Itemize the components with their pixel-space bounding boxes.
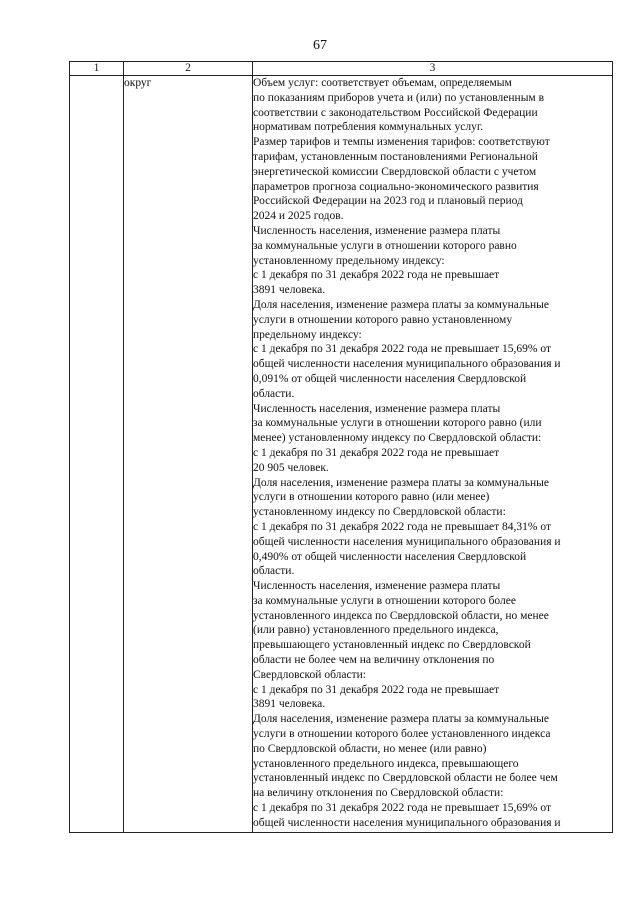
text-line: (или равно) установленного предельного индекса, xyxy=(253,624,499,637)
text-line: соответствии с законодательством Российской Федерации xyxy=(253,106,538,119)
text-line: Российской Федерации на 2023 год и плановый период xyxy=(253,195,523,208)
text-line: 20 905 человек. xyxy=(253,461,329,474)
text-line: Численность населения, изменение размера платы xyxy=(253,224,501,237)
text-line: по Свердловской области, но менее (или равно) xyxy=(253,742,487,755)
text-line: Свердловской области: xyxy=(253,668,366,681)
text-line: с 1 декабря по 31 декабря 2022 года не превышает xyxy=(253,683,500,696)
text-line: параметров прогноза социально-экономического развития xyxy=(253,180,539,193)
text-line: области не более чем на величину отклонения по xyxy=(253,654,495,667)
text-line: на величину отклонения по Свердловской области: xyxy=(253,787,504,800)
text-line: услуги в отношении которого равно (или менее) xyxy=(253,491,490,504)
text-line: общей численности населения муниципального образования и xyxy=(253,816,561,829)
text-line: 0,091% от общей численности населения Свердловской xyxy=(253,372,527,385)
text-line: установленному предельному индексу: xyxy=(253,254,445,267)
text-line: менее) установленному индексу по Свердловской области: xyxy=(253,432,542,445)
text-line: по показаниям приборов учета и (или) по установленным в xyxy=(253,91,545,104)
text-line: 3891 человека. xyxy=(253,284,326,297)
text-line: Доля населения, изменение размера платы за коммунальные xyxy=(253,713,549,726)
text-line: установленного индекса по Свердловской области, но менее xyxy=(253,609,549,622)
text-line: установленный индекс по Свердловской области не более чем xyxy=(253,772,558,785)
text-line: Объем услуг: соответствует объемам, определяемым xyxy=(253,77,512,89)
text-line: нормативам потребления коммунальных услуг. xyxy=(253,121,484,134)
cell-col-3-text xyxy=(253,76,612,831)
text-line: Доля населения, изменение размера платы за коммунальные xyxy=(253,476,549,489)
text-line: Численность населения, изменение размера платы xyxy=(253,580,501,593)
column-header-3: 3 xyxy=(253,62,613,76)
table-header-row xyxy=(70,62,613,76)
text-line: области. xyxy=(253,565,295,578)
text-line: области. xyxy=(253,387,295,400)
text-line: установленного предельного индекса, превышающего xyxy=(253,757,519,770)
text-line: энергетической комиссии Свердловской области с учетом xyxy=(253,165,537,178)
cell-col-1 xyxy=(70,76,124,833)
text-line: с 1 декабря по 31 декабря 2022 года не превышает 15,69% от xyxy=(253,343,552,356)
column-header-1: 1 xyxy=(70,62,124,76)
cell-col-2: округ xyxy=(124,76,253,833)
table-row xyxy=(70,76,613,833)
cell-col-3 xyxy=(253,76,613,833)
column-header-2: 2 xyxy=(124,62,253,76)
text-line: превышающего установленный индекс по Свердловской xyxy=(253,639,531,652)
text-line: 0,490% от общей численности населения Свердловской xyxy=(253,550,527,563)
text-line: за коммунальные услуги в отношении которого равно (или xyxy=(253,417,542,430)
text-line: 2024 и 2025 годов. xyxy=(253,210,344,223)
text-line: предельному индексу: xyxy=(253,328,362,341)
text-line: Доля населения, изменение размера платы за коммунальные xyxy=(253,298,549,311)
text-line: услуги в отношении которого более установленного индекса xyxy=(253,728,551,741)
text-line: Размер тарифов и темпы изменения тарифов: соответствуют xyxy=(253,136,550,149)
text-line: Численность населения, изменение размера платы xyxy=(253,402,501,415)
text-line: установленному индексу по Свердловской области: xyxy=(253,506,506,519)
text-line: общей численности населения муниципального образования и xyxy=(253,358,561,371)
text-line: с 1 декабря по 31 декабря 2022 года не превышает xyxy=(253,269,500,282)
text-line: за коммунальные услуги в отношении которого равно xyxy=(253,239,517,252)
text-line: общей численности населения муниципального образования и xyxy=(253,535,561,548)
data-table xyxy=(69,61,613,833)
text-line: за коммунальные услуги в отношении которого более xyxy=(253,594,516,607)
text-line: с 1 декабря по 31 декабря 2022 года не превышает 15,69% от xyxy=(253,802,552,815)
text-line: с 1 декабря по 31 декабря 2022 года не превышает xyxy=(253,446,500,459)
text-line: с 1 декабря по 31 декабря 2022 года не превышает 84,31% от xyxy=(253,520,552,533)
page-number: 67 xyxy=(313,38,327,53)
text-line: тарифам, установленным постановлениями Региональной xyxy=(253,150,538,163)
text-line: 3891 человека. xyxy=(253,698,326,711)
text-line: услуги в отношении которого равно установленному xyxy=(253,313,513,326)
